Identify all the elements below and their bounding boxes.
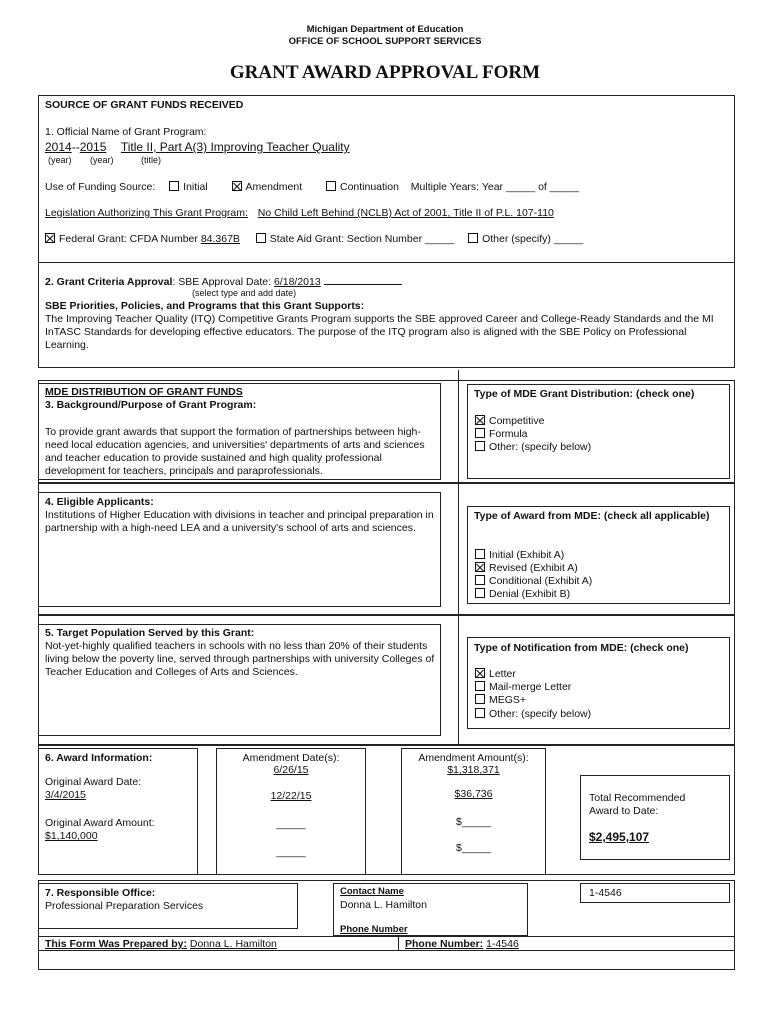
distribution-heading: MDE DISTRIBUTION OF GRANT FUNDS — [45, 386, 243, 398]
notification-option-1[interactable] — [475, 681, 571, 694]
legislation-label: Legislation Authorizing This Grant Program: — [45, 207, 248, 219]
letter-label: Letter — [489, 668, 516, 680]
amendment-amounts-label: Amendment Amount(s): — [418, 752, 529, 764]
conditional-award-checkbox[interactable] — [475, 575, 485, 585]
form-title: GRANT AWARD APPROVAL FORM — [229, 62, 541, 83]
other-grant-checkbox[interactable] — [468, 233, 478, 243]
purpose-label: 3. Background/Purpose of Grant Program: — [45, 399, 257, 411]
priorities-heading: SBE Priorities, Policies, and Programs that this Grant Supports: — [45, 300, 365, 312]
original-amount[interactable]: $1,140,000 — [45, 830, 98, 842]
denial-award-checkbox[interactable] — [475, 588, 485, 598]
total-award-value[interactable]: $2,495,107 — [589, 830, 650, 844]
notification-type-heading: Type of Notification from MDE: (check one) — [474, 642, 689, 654]
initial-checkbox[interactable] — [169, 181, 179, 191]
award-option-0[interactable] — [475, 549, 564, 562]
caption-year2: (year) — [90, 155, 114, 165]
other-notification-checkbox[interactable] — [475, 708, 485, 718]
federal-grant-checkbox[interactable] — [45, 233, 55, 243]
contact-name-value[interactable]: Donna L. Hamilton — [340, 899, 427, 911]
megs-checkbox[interactable] — [475, 694, 485, 704]
criteria-label: 2. Grant Criteria Approval — [45, 276, 173, 288]
original-amount-label: Original Award Amount: — [45, 817, 155, 829]
sbe-extra-blank[interactable] — [324, 274, 402, 285]
eligible-label: 4. Eligible Applicants: — [45, 496, 154, 508]
formula-checkbox[interactable] — [475, 428, 485, 438]
prepared-phone-row — [405, 938, 519, 951]
amendment-date-2[interactable]: 12/22/15 — [270, 790, 312, 802]
amendment-date-1[interactable]: 6/26/15 — [273, 764, 309, 776]
continuation-label: Continuation — [339, 181, 399, 193]
legislation-value[interactable]: No Child Left Behind (NCLB) Act of 2001, Title II of P.L. 107-110 — [257, 207, 554, 219]
target-label: 5. Target Population Served by this Grant: — [45, 627, 255, 639]
original-date[interactable]: 3/4/2015 — [45, 789, 86, 801]
continuation-checkbox[interactable] — [326, 181, 336, 191]
multiple-years: Multiple Years: Year _____ of _____ — [410, 181, 579, 193]
initial-award-checkbox[interactable] — [475, 549, 485, 559]
other-notification-label: Other: (specify below) — [489, 708, 592, 720]
award-type-heading: Type of Award from MDE: (check all applicable) — [474, 510, 710, 522]
notification-option-0[interactable] — [475, 668, 516, 681]
grant-type-row — [45, 233, 583, 246]
competitive-checkbox[interactable] — [475, 415, 485, 425]
program-title[interactable]: Title II, Part A(3) Improving Teacher Quality — [120, 140, 350, 154]
legislation-row — [45, 207, 554, 220]
amendment-dates-label: Amendment Date(s): — [242, 752, 340, 764]
award-option-1[interactable] — [475, 562, 578, 575]
amendment-checkbox[interactable] — [232, 181, 242, 191]
amendment-date-3[interactable]: _____ — [276, 818, 306, 830]
office-name: OFFICE OF SCHOOL SUPPORT SERVICES — [288, 36, 482, 47]
eligible-text: Institutions of Higher Education with divisions in teacher and principal preparation in partnership with a high-need LEA and a university's school of arts and sciences. — [45, 509, 434, 534]
amendment-amount-4[interactable]: $_____ — [455, 842, 492, 854]
amendment-amount-1[interactable]: $1,318,371 — [447, 764, 500, 776]
use-funding-row — [45, 181, 579, 194]
source-heading: SOURCE OF GRANT FUNDS RECEIVED — [45, 99, 244, 111]
purpose-text: To provide grant awards that support the formation of partnerships between high-need local education agencies, and universities' departments of arts and sciences and teacher education to provide sustained and high quality professional development for teachers, principals and paraprofessionals. — [45, 426, 425, 477]
award-info-box — [38, 748, 198, 875]
revised-award-label: Revised (Exhibit A) — [489, 562, 578, 574]
distribution-option-0[interactable] — [475, 415, 544, 428]
megs-label: MEGS+ — [489, 694, 527, 706]
use-funding-label: Use of Funding Source: — [45, 181, 156, 193]
conditional-award-label: Conditional (Exhibit A) — [489, 575, 593, 587]
state-aid-checkbox[interactable] — [256, 233, 266, 243]
select-caption: (select type and add date) — [192, 288, 297, 298]
notification-option-2[interactable] — [475, 694, 526, 707]
cfda-number[interactable]: 84.367B — [200, 233, 240, 245]
program-name-line — [45, 140, 350, 154]
initial-label: Initial — [183, 181, 208, 193]
responsible-office-label: 7. Responsible Office: — [45, 887, 156, 899]
prepared-phone-value[interactable]: 1-4546 — [486, 938, 519, 950]
amendment-amount-3[interactable]: $_____ — [455, 816, 492, 828]
amendment-date-4[interactable]: _____ — [276, 846, 306, 858]
prepared-by-row — [45, 938, 277, 951]
federal-grant-label: Federal Grant: CFDA Number — [59, 233, 198, 245]
official-name-label: 1. Official Name of Grant Program: — [45, 126, 207, 138]
formula-label: Formula — [489, 428, 528, 440]
award-option-3[interactable] — [475, 588, 570, 601]
target-text: Not-yet-highly qualified teachers in schools with no less than 20% of their students living below the poverty line, served through partnerships with university Colleges of Teacher Education and Colleges of Arts and Sciences. — [45, 640, 435, 678]
responsible-office-value[interactable]: Professional Preparation Services — [45, 900, 204, 912]
state-aid-label: State Aid Grant: Section Number _____ — [269, 233, 455, 245]
year-end[interactable]: 2015 — [79, 140, 107, 154]
prepared-by-value[interactable]: Donna L. Hamilton — [189, 938, 277, 950]
divider — [398, 936, 399, 950]
divider — [38, 936, 735, 937]
year-separator: -- — [71, 140, 80, 154]
notification-option-3[interactable] — [475, 708, 591, 721]
sbe-date-label: : SBE Approval Date: — [172, 276, 272, 288]
other-distribution-label: Other: (specify below) — [489, 441, 592, 453]
criteria-row — [45, 274, 402, 289]
award-info-label: 6. Award Information: — [45, 752, 153, 764]
divider — [458, 483, 459, 615]
letter-checkbox[interactable] — [475, 668, 485, 678]
other-distribution-checkbox[interactable] — [475, 441, 485, 451]
contact-phone-label: Phone Number — [340, 924, 408, 935]
caption-title: (title) — [141, 155, 161, 165]
total-award-label: Total Recommended Award to Date: — [589, 792, 686, 817]
amendment-label: Amendment — [245, 181, 303, 193]
distribution-option-1[interactable] — [475, 428, 528, 441]
mail-merge-label: Mail-merge Letter — [489, 681, 572, 693]
competitive-label: Competitive — [489, 415, 545, 427]
year-start[interactable]: 2014 — [45, 140, 72, 154]
initial-award-label: Initial (Exhibit A) — [489, 549, 565, 561]
prepared-by-label: This Form Was Prepared by: — [45, 938, 187, 950]
priorities-text: The Improving Teacher Quality (ITQ) Competitive Grants Program supports the SBE approved Career and College-Ready Standards and the MI InTASC Standards for developing effective educators. The purpose of the ITQ program also is aligned with the SBE Policy on Professional Learning. — [45, 313, 714, 351]
mail-merge-checkbox[interactable] — [475, 681, 485, 691]
amendment-amount-2[interactable]: $36,736 — [454, 788, 493, 800]
prepared-phone-label: Phone Number: — [405, 938, 484, 950]
contact-name-label: Contact Name — [340, 886, 404, 897]
divider — [458, 615, 459, 745]
agency-name: Michigan Department of Education — [306, 24, 464, 35]
contact-phone-value[interactable]: 1-4546 — [589, 887, 622, 899]
original-date-label: Original Award Date: — [45, 776, 142, 788]
sbe-date[interactable]: 6/18/2013 — [273, 276, 321, 288]
distribution-type-heading: Type of MDE Grant Distribution: (check one) — [474, 388, 695, 400]
distribution-option-2[interactable] — [475, 441, 591, 454]
award-option-2[interactable] — [475, 575, 592, 588]
other-grant-label: Other (specify) _____ — [482, 233, 584, 245]
divider — [458, 370, 459, 485]
divider — [38, 262, 735, 263]
caption-year1: (year) — [48, 155, 72, 165]
denial-award-label: Denial (Exhibit B) — [489, 588, 571, 600]
revised-award-checkbox[interactable] — [475, 562, 485, 572]
